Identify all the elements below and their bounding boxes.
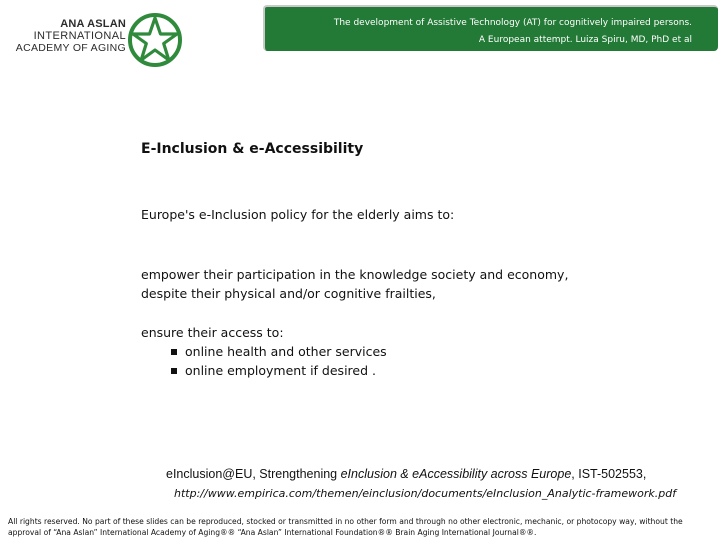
intro-text: Europe's e-Inclusion policy for the elderly aims to:: [141, 207, 455, 222]
citation-prefix: eInclusion@EU, Strengthening: [166, 467, 341, 481]
logo-subtitle-1: INTERNATIONAL: [33, 30, 126, 42]
slide-title: E-Inclusion & e-Accessibility: [141, 141, 364, 157]
logo-subtitle-2: ACADEMY OF AGING: [15, 42, 126, 54]
access-bullet-list: [141, 342, 387, 380]
academy-logo: [8, 10, 168, 72]
header-banner: [263, 5, 718, 51]
header-title: The development of Assistive Technology (AT) for cognitively impaired persons.: [333, 18, 692, 28]
star-icon: [126, 10, 184, 70]
citation: [166, 466, 716, 482]
list-item: online employment if desired .: [171, 361, 387, 380]
citation-url: http://www.empirica.com/themen/einclusion/documents/eInclusion_Analytic-framework.pdf: [174, 487, 677, 500]
header-authors: A European attempt. Luiza Spiru, MD, PhD et al: [478, 35, 692, 45]
logo-name: ANA ASLAN: [60, 18, 126, 30]
copyright-footer: [8, 516, 714, 538]
citation-title: eInclusion & eAccessibility across Europe: [340, 467, 572, 481]
access-heading: ensure their access to:: [141, 325, 284, 340]
access-paragraph: [141, 323, 387, 380]
citation-suffix: , IST-502553,: [571, 467, 647, 481]
empower-line-2: despite their physical and/or cognitive frailties,: [141, 286, 436, 301]
empower-line-1: empower their participation in the knowledge society and economy,: [141, 267, 569, 282]
empower-paragraph: [141, 265, 661, 303]
logo-text: [14, 18, 126, 54]
list-item: online health and other services: [171, 342, 387, 361]
copyright-line-2: approval of “Ana Aslan” International Academy of Aging®® “Ana Aslan” International Foundation®® Brain Aging International Journal®®.: [8, 528, 537, 537]
copyright-line-1: All rights reserved. No part of these slides can be reproduced, stocked or transmitted in no other form and through no other electronic, mechanic, or photocopy way, without the: [8, 517, 683, 526]
